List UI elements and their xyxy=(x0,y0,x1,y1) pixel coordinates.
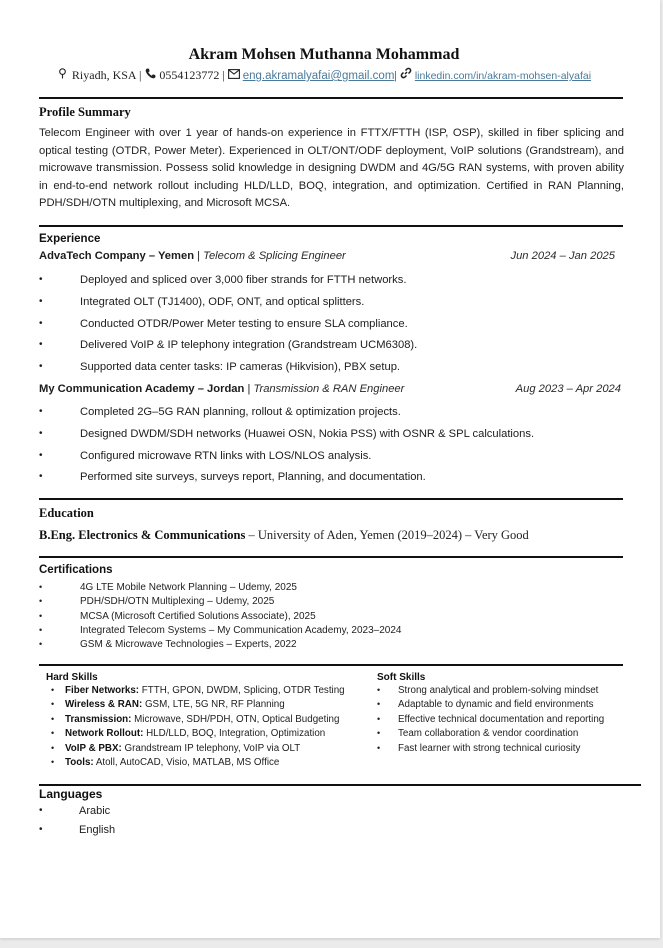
job-role: Telecom & Splicing Engineer xyxy=(203,250,346,262)
list-item: • Effective technical documentation and reporting xyxy=(377,713,605,725)
link-icon xyxy=(400,67,412,82)
map-pin-icon xyxy=(57,68,69,82)
list-item: • Strong analytical and problem-solving mindset xyxy=(377,685,599,696)
list-item: • Designed DWDM/SDH networks (Huawei OSN, Nokia PSS) with OSNR & SPL calculations. xyxy=(39,427,535,440)
job-dates: Aug 2023 – Apr 2024 xyxy=(515,383,621,395)
list-item: • 4G LTE Mobile Network Planning – Udemy, 2025 xyxy=(39,582,297,593)
bullet-icon: • xyxy=(51,756,55,767)
education-heading: Education xyxy=(39,506,94,520)
list-item: • Integrated OLT (TJ1400), ODF, ONT, and optical splitters. xyxy=(39,295,365,308)
list-item: • Team collaboration & vendor coordination xyxy=(377,728,579,740)
profile-summary-text: Telecom Engineer with over 1 year of hands-on experience in FTTX/FTTH (ISP, OSP), skilled in fiber splicing and optical testing (OTDR, Power Meter). Experienced in OLT/ONT/ODF deployment, VoIP solutions (Grandstream), and microwave transmission. Possess solid knowledge in designing DWDM and 4G/5G RAN systems, with proven ability in end-to-end network rollout including HLD/LLD, BOQ, integration, and optimization. Certified in RAN Planning, PDH/SDH/OTN multiplexing, and Microsoft MCSA. xyxy=(39,127,624,210)
linkedin-link[interactable]: linkedin.com/in/akram-mohsen-alyafai xyxy=(414,70,592,82)
bullet-icon: • xyxy=(39,449,43,461)
job-bullets-my-communication-academy xyxy=(39,406,534,493)
bullet-icon: • xyxy=(39,639,43,650)
bullet-icon: • xyxy=(39,361,43,373)
list-item: • Completed 2G–5G RAN planning, rollout & optimization projects. xyxy=(39,406,401,418)
list-item: • Performed site surveys, surveys report, Planning, and documentation. xyxy=(39,471,426,484)
section-divider xyxy=(39,784,641,786)
bullet-icon: • xyxy=(39,471,43,483)
list-item: • English xyxy=(39,823,116,836)
bullet-icon: • xyxy=(39,295,43,307)
separator: | xyxy=(394,68,397,82)
job-header-my-communication-academy xyxy=(39,383,621,395)
job-bullets-advatech xyxy=(39,274,417,383)
list-item: • VoIP & PBX: Grandstream IP telephony, VoIP via OLT xyxy=(51,742,301,754)
bullet-icon: • xyxy=(377,685,381,695)
bullet-icon: • xyxy=(51,699,55,710)
bullet-icon: • xyxy=(39,610,43,621)
section-divider xyxy=(39,498,623,500)
bullet-icon: • xyxy=(51,728,55,739)
list-item: • Conducted OTDR/Power Meter testing to ensure SLA compliance. xyxy=(39,317,408,330)
soft-skills-list xyxy=(377,685,604,757)
hard-skills-list xyxy=(51,685,345,771)
list-item: • Adaptable to dynamic and field environments xyxy=(377,699,594,711)
email-link[interactable]: eng.akramalyafai@gmail.com xyxy=(242,70,395,82)
phone-text: 0554123772 xyxy=(159,68,220,82)
degree: B.Eng. Electronics & Communications xyxy=(39,528,246,542)
bullet-icon: • xyxy=(39,274,43,285)
bullet-icon: • xyxy=(39,823,43,835)
company-name: AdvaTech Company – Yemen xyxy=(39,250,195,262)
list-item: • Network Rollout: HLD/LLD, BOQ, Integration, Optimization xyxy=(51,728,326,740)
list-item: • Transmission: Microwave, SDH/PDH, OTN, Optical Budgeting xyxy=(51,713,340,725)
list-item: • Supported data center tasks: IP cameras (Hikvision), PBX setup. xyxy=(39,361,401,374)
bullet-icon: • xyxy=(51,713,55,724)
list-item: • PDH/SDH/OTN Multiplexing – Udemy, 2025 xyxy=(39,596,275,608)
certifications-heading: Certifications xyxy=(39,564,113,576)
job-dates: Jun 2024 – Jan 2025 xyxy=(510,250,615,262)
bullet-icon: • xyxy=(39,427,43,439)
list-item: • Wireless & RAN: GSM, LTE, 5G NR, RF Planning xyxy=(51,699,285,711)
separator: | xyxy=(222,68,225,82)
list-item: • Delivered VoIP & IP telephony integration (Grandstream UCM6308). xyxy=(39,339,418,352)
location-text: Riyadh, KSA xyxy=(71,68,136,82)
list-item: • Integrated Telecom Systems – My Communication Academy, 2023–2024 xyxy=(39,624,402,636)
list-item: • Deployed and spliced over 3,000 fiber strands for FTTH networks. xyxy=(39,274,407,286)
candidate-name: Akram Mohsen Muthanna Mohammad xyxy=(188,46,460,63)
bullet-icon: • xyxy=(377,742,381,753)
bullet-icon: • xyxy=(51,685,55,695)
section-divider xyxy=(39,97,623,99)
languages-heading: Languages xyxy=(39,787,103,801)
bullet-icon: • xyxy=(377,699,381,710)
separator: | xyxy=(244,383,254,395)
bullet-icon: • xyxy=(39,596,43,607)
envelope-icon xyxy=(228,69,240,82)
certifications-list xyxy=(39,582,401,653)
bullet-icon: • xyxy=(377,713,381,724)
list-item: • Fiber Networks: FTTH, GPON, DWDM, Splicing, OTDR Testing xyxy=(51,685,345,696)
hard-skills-heading: Hard Skills xyxy=(46,672,98,683)
experience-heading: Experience xyxy=(39,233,101,245)
bullet-icon: • xyxy=(377,728,381,739)
education-details: – University of Aden, Yemen (2019–2024) – Very Good xyxy=(245,528,529,542)
bullet-icon: • xyxy=(39,406,43,417)
list-item: • GSM & Microwave Technologies – Experts, 2022 xyxy=(39,639,297,651)
soft-skills-heading: Soft Skills xyxy=(377,672,426,683)
list-item: • Fast learner with strong technical curiosity xyxy=(377,742,581,754)
bullet-icon: • xyxy=(51,742,55,753)
separator: | xyxy=(194,250,204,262)
list-item: • Tools: Atoll, AutoCAD, Visio, MATLAB, MS Office xyxy=(51,756,280,768)
section-divider xyxy=(39,556,623,558)
list-item: • Configured microwave RTN links with LOS/NLOS analysis. xyxy=(39,449,372,462)
separator: | xyxy=(138,68,142,82)
profile-summary-heading: Profile Summary xyxy=(39,105,131,119)
bullet-icon: • xyxy=(39,624,43,635)
education-entry xyxy=(39,528,529,543)
list-item: • MCSA (Microsoft Certified Solutions Associate), 2025 xyxy=(39,610,316,622)
company-name: My Communication Academy – Jordan xyxy=(39,383,245,395)
job-role: Transmission & RAN Engineer xyxy=(253,383,405,395)
section-divider xyxy=(39,225,623,227)
bullet-icon: • xyxy=(39,317,43,329)
bullet-icon: • xyxy=(39,582,43,592)
languages-list xyxy=(39,805,115,842)
job-header-advatech xyxy=(39,250,615,262)
contact-line xyxy=(0,67,648,83)
list-item: • Arabic xyxy=(39,805,111,817)
bullet-icon: • xyxy=(39,339,43,351)
phone-icon xyxy=(144,68,156,82)
bullet-icon: • xyxy=(39,805,43,816)
section-divider xyxy=(39,664,623,666)
